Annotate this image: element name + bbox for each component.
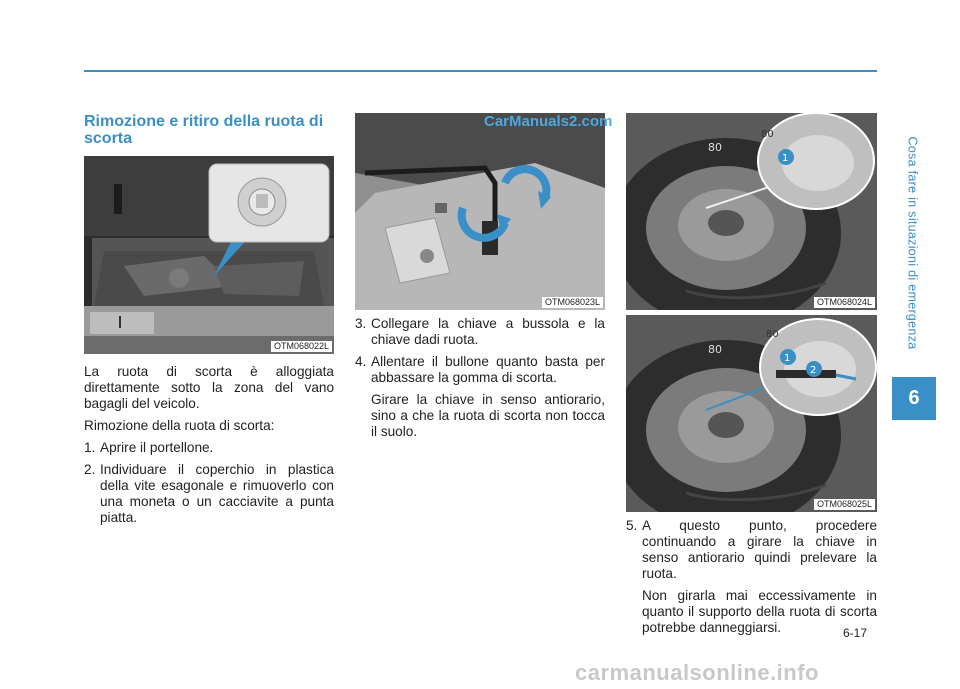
chapter-side-title-text: Cosa fare in situazioni di emergenza: [905, 136, 919, 349]
figure-wrench-rotation: [355, 113, 605, 310]
svg-text:2: 2: [810, 365, 817, 376]
column-1-text: [84, 364, 334, 532]
trunk-floor-illustration: [84, 156, 334, 354]
svg-text:1: 1: [782, 153, 789, 164]
step-text: Allentare il bullone quanto basta per abbassare la gomma di scorta.: [371, 354, 605, 385]
note-paragraph: Non girarla mai eccessivamente in quanto il supporto della ruota di scorta potrebbe danneggiarsi.: [642, 588, 877, 635]
section-title: Rimozione e ritiro della ruota di scorta: [84, 113, 324, 147]
svg-text:80: 80: [708, 141, 722, 154]
figure-spare-wheel-release: [626, 315, 877, 512]
step-number: 5.: [626, 518, 638, 533]
svg-text:1: 1: [784, 353, 791, 364]
step-item: [84, 440, 334, 456]
step-text: Individuare il coperchio in plastica della vite esagonale e rimuoverlo con una moneta o un cacciavite a punta piatta.: [100, 462, 334, 525]
step-item: [626, 518, 877, 582]
step-text: Aprire il portellone.: [100, 440, 214, 455]
spare-wheel-lower-illustration: [626, 113, 877, 310]
figure-caption: OTM068025L: [814, 499, 875, 510]
step-item: [355, 316, 605, 348]
header-rule: [84, 70, 877, 72]
lead-paragraph: Rimozione della ruota di scorta:: [84, 418, 275, 433]
chapter-side-title: [892, 110, 932, 375]
step-text: A questo punto, procedere continuando a girare la chiave in senso antiorario quindi prelevare la ruota.: [642, 518, 877, 581]
figure-trunk-floor: [84, 156, 334, 354]
figure-caption: OTM068022L: [271, 341, 332, 352]
step-number: 3.: [355, 316, 367, 331]
intro-paragraph: La ruota di scorta è alloggiata direttamente sotto la zona del vano bagagli del veicolo.: [84, 364, 334, 411]
svg-text:80: 80: [766, 329, 779, 340]
step-item: [355, 354, 605, 386]
wrench-rotation-illustration: [355, 113, 605, 310]
spare-wheel-release-illustration: [626, 315, 877, 512]
note-paragraph: Girare la chiave in senso antiorario, sino a che la ruota di scorta non tocca il suolo.: [371, 392, 605, 439]
step-text: Collegare la chiave a bussola e la chiave dadi ruota.: [371, 316, 605, 347]
chapter-number: 6: [908, 387, 920, 409]
step-number: 4.: [355, 354, 367, 369]
chapter-tab: [892, 377, 936, 420]
page-number: 6-17: [843, 626, 868, 640]
svg-text:80: 80: [761, 129, 774, 140]
figure-caption: OTM068023L: [542, 297, 603, 308]
svg-text:80: 80: [708, 343, 722, 356]
watermark-top: CarManuals2.com: [484, 113, 613, 130]
column-3-text: [626, 518, 877, 642]
figure-caption: OTM068024L: [814, 297, 875, 308]
step-item: [84, 462, 334, 526]
column-2-text: [355, 316, 605, 446]
watermark-bottom: carmanualsonline.info: [575, 660, 819, 685]
step-number: 1.: [84, 440, 96, 455]
figure-spare-wheel-lower: [626, 113, 877, 310]
step-number: 2.: [84, 462, 96, 477]
